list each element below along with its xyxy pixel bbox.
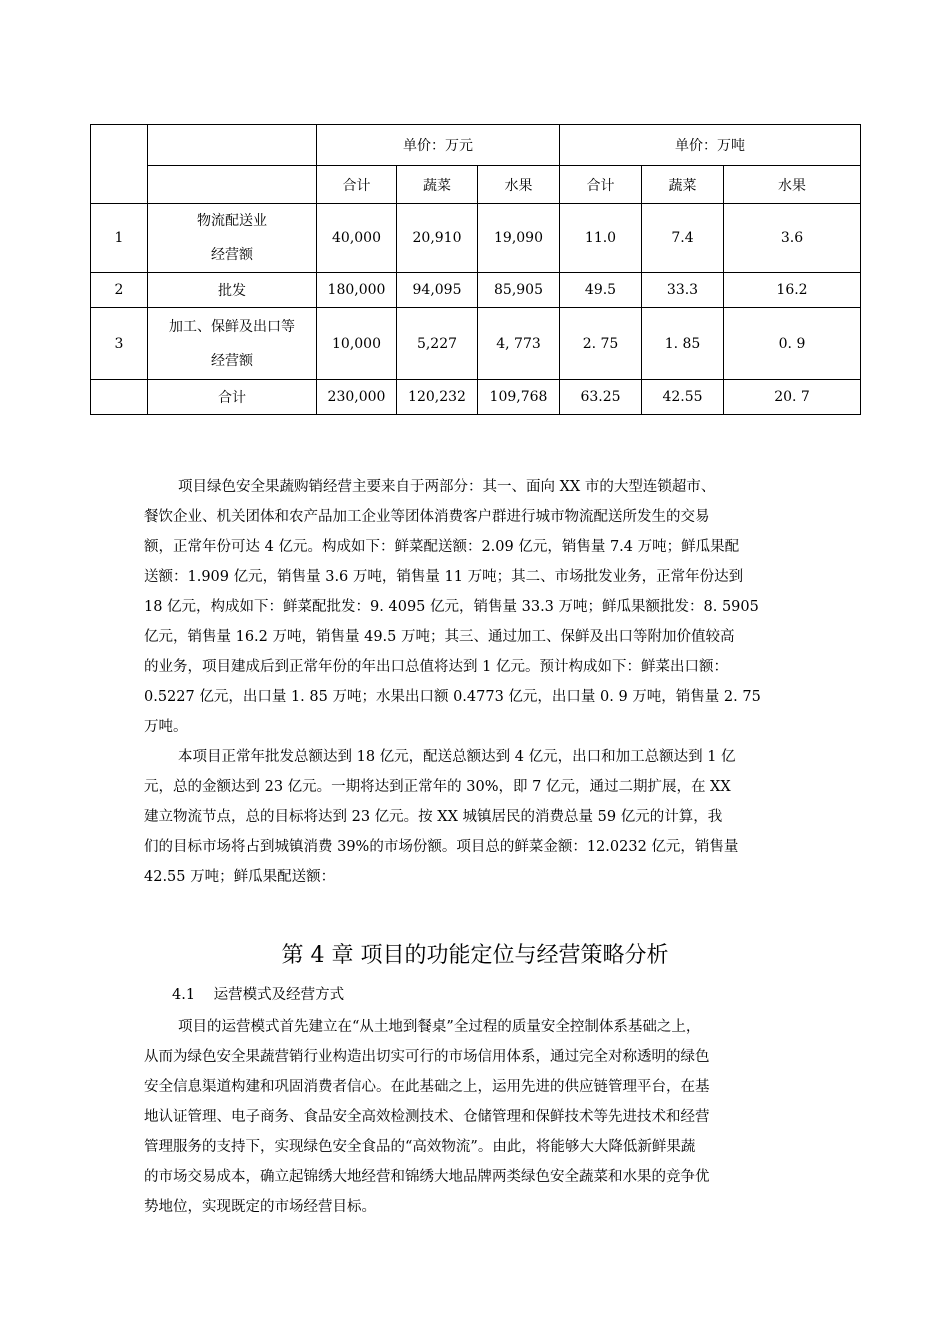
table-header-row-1: [91, 125, 861, 166]
header-cell: 合计: [560, 166, 642, 204]
row-name: [148, 204, 317, 273]
table-cell: 33.3: [642, 273, 724, 308]
table-cell: 11.0: [560, 204, 642, 273]
data-table: [90, 124, 861, 415]
table-cell: 7.4: [642, 204, 724, 273]
table-cell: 20,910: [397, 204, 478, 273]
table-row: [91, 308, 861, 380]
table-header-row-2: [91, 166, 861, 204]
row-name-line: 物流配送业: [197, 213, 267, 229]
table-cell: 4, 773: [478, 308, 560, 380]
text-line: 从而为绿色安全果蔬营销行业构造出切实可行的市场信用体系，通过完全对称透明的绿色: [144, 1049, 710, 1065]
header-price-unit: 单价：万元: [317, 125, 560, 166]
row-name: 批发: [148, 273, 317, 308]
header-empty-name: [148, 125, 317, 166]
text-line: 亿元，销售量 16.2 万吨，销售量 49.5 万吨；其三、通过加工、保鲜及出口等附加价值较高: [144, 629, 735, 645]
text-line: 万吨。: [144, 719, 188, 735]
table-cell: 16.2: [724, 273, 861, 308]
text-line: 的业务，项目建成后到正常年份的年出口总值将达到 1 亿元。预计构成如下：鲜菜出口额：: [144, 659, 728, 675]
table-row: [91, 204, 861, 273]
header-cell: 水果: [724, 166, 861, 204]
table-cell: 3.6: [724, 204, 861, 273]
text-line: 建立物流节点，总的目标将达到 23 亿元。按 XX 城镇居民的消费总量 59 亿元的计算，我: [144, 809, 723, 825]
text-line: 们的目标市场将占到城镇消费 39%的市场份额。项目总的鲜菜金额：12.0232 亿元，销售量: [144, 839, 739, 855]
table-cell: 19,090: [478, 204, 560, 273]
table-cell: 120,232: [397, 380, 478, 415]
text-line: 项目的运营模式首先建立在“从土地到餐桌”全过程的质量安全控制体系基础之上，: [178, 1019, 701, 1035]
body-paragraph: [144, 1012, 810, 1222]
header-cell: 蔬菜: [642, 166, 724, 204]
table-cell: 230,000: [317, 380, 397, 415]
row-number: 2: [91, 273, 148, 308]
table-cell: 180,000: [317, 273, 397, 308]
text-line: 势地位，实现既定的市场经营目标。: [144, 1199, 376, 1215]
row-name-line: 经营额: [211, 352, 253, 369]
table-cell: 20. 7: [724, 380, 861, 415]
table-cell: 49.5: [560, 273, 642, 308]
text-line: 18 亿元，构成如下：鲜菜配批发：9. 4095 亿元，销售量 33.3 万吨；鲜瓜果额批发：8. 5905: [144, 599, 759, 615]
text-line: 本项目正常年批发总额达到 18 亿元，配送总额达到 4 亿元，出口和加工总额达到 1 亿: [178, 749, 736, 765]
table-cell: 63.25: [560, 380, 642, 415]
header-volume-unit: 单价：万吨: [560, 125, 861, 166]
section-heading: [172, 980, 344, 1010]
table-cell: 10,000: [317, 308, 397, 380]
table-cell: 109,768: [478, 380, 560, 415]
text-line: 餐饮企业、机关团体和农产品加工企业等团体消费客户群进行城市物流配送所发生的交易: [144, 509, 710, 525]
header-cell: 合计: [317, 166, 397, 204]
section-title: 运营模式及经营方式: [213, 987, 345, 1003]
text-line: 地认证管理、电子商务、食品安全高效检测技术、仓储管理和保鲜技术等先进技术和经营: [144, 1109, 710, 1125]
table-cell: 0. 9: [724, 308, 861, 380]
header-empty-no: [91, 125, 148, 204]
table-cell: 1. 85: [642, 308, 724, 380]
header-cell: 水果: [478, 166, 560, 204]
chapter-title: 第 4 章 项目的功能定位与经营策略分析: [281, 943, 669, 968]
table-cell: 40,000: [317, 204, 397, 273]
table-cell: 5,227: [397, 308, 478, 380]
text-line: 安全信息渠道构建和巩固消费者信心。在此基础之上，运用先进的供应链管理平台，在基: [144, 1079, 710, 1095]
row-name-line: 经营额: [211, 247, 253, 263]
text-line: 额，正常年份可达 4 亿元。构成如下：鲜菜配送额：2.09 亿元，销售量 7.4 万吨；鲜瓜果配: [144, 539, 740, 555]
table-row: [91, 273, 861, 308]
text-line: 0.5227 亿元，出口量 1. 85 万吨；水果出口额 0.4773 亿元，出口量 0. 9 万吨，销售量 2. 75: [144, 689, 761, 705]
table-cell: 42.55: [642, 380, 724, 415]
table-cell: 2. 75: [560, 308, 642, 380]
text-line: 项目绿色安全果蔬购销经营主要来自于两部分：其一、面向 XX 市的大型连锁超市、: [178, 479, 716, 495]
text-line: 元，总的金额达到 23 亿元。一期将达到正常年的 30%，即 7 亿元，通过二期扩展，在 XX: [144, 779, 731, 795]
table-total-row: [91, 380, 861, 415]
text-line: 的市场交易成本，确立起锦绣大地经营和锦绣大地品牌两类绿色安全蔬菜和水果的竞争优: [144, 1169, 710, 1185]
text-line: 42.55 万吨；鲜瓜果配送额：: [144, 869, 336, 885]
section-number: 4.1: [172, 987, 196, 1003]
table-cell: 94,095: [397, 273, 478, 308]
body-paragraph: [144, 742, 810, 892]
row-name-line: 加工、保鲜及出口等: [169, 318, 295, 335]
row-name: 合计: [148, 380, 317, 415]
header-cell: 蔬菜: [397, 166, 478, 204]
row-number: 1: [91, 204, 148, 273]
text-line: 管理服务的支持下，实现绿色安全食品的“高效物流”。由此，将能够大大降低新鲜果蔬: [144, 1139, 696, 1155]
table-cell: 85,905: [478, 273, 560, 308]
body-paragraph: [144, 472, 810, 742]
text-line: 送额：1.909 亿元，销售量 3.6 万吨，销售量 11 万吨；其二、市场批发业务，正常年份达到: [144, 569, 744, 585]
row-name: [148, 308, 317, 380]
row-number: [91, 380, 148, 415]
header-empty-name-2: [148, 166, 317, 204]
row-number: 3: [91, 308, 148, 380]
